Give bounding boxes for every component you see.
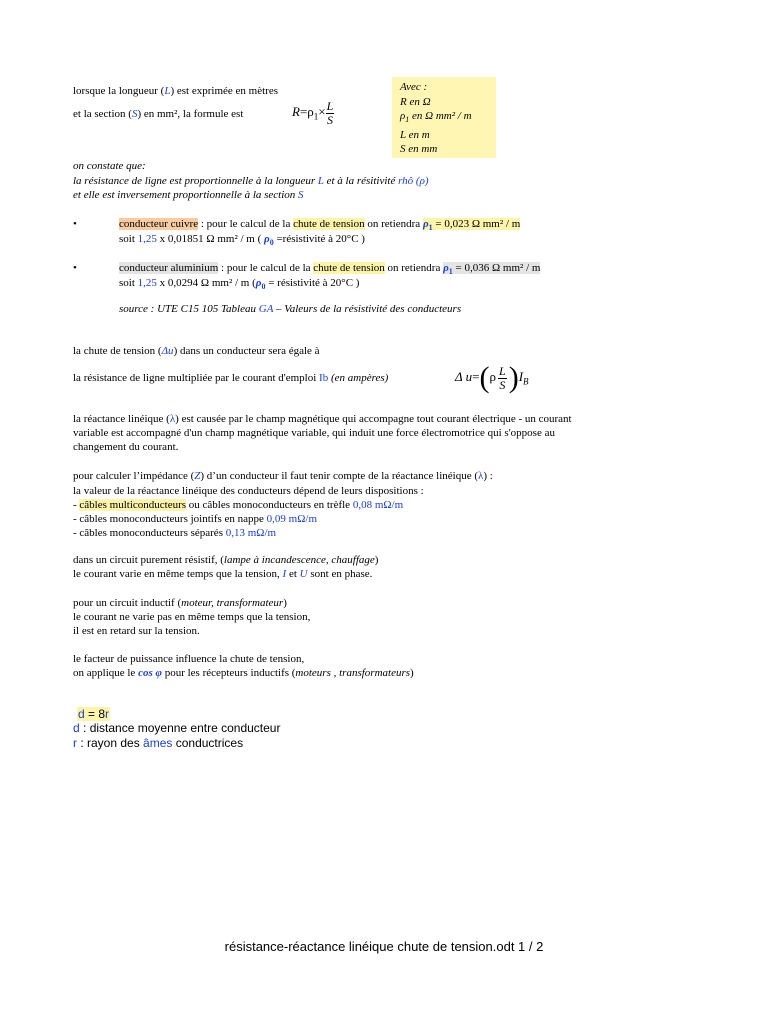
distance-line-d: d : distance moyenne entre conducteur bbox=[73, 721, 281, 735]
voltage-drop-formula: Δ u=(ρ $\frac{L}{S}$ )$I_B$ bbox=[455, 361, 529, 395]
aluminium-line-1: conducteur aluminium : pour le calcul de la chute de tension on retiendra $\rho_1 = 0,036$ Ω mm² / m bbox=[119, 262, 541, 277]
inductif-line-1: pour un circuit inductif (moteur, transformateur) bbox=[73, 597, 287, 609]
constate-line-2: la résistance de ligne est proportionnelle à la longueur L et à la résitivité rhô (ρ) bbox=[73, 175, 429, 187]
formula-fraction: $\frac{L}{S}$ bbox=[326, 98, 334, 127]
distance-line-r: r : rayon des âmes conductrices bbox=[73, 736, 244, 750]
source-line: source : UTE C15 105 Tableau GA – Valeurs de la résistivité des conducteurs bbox=[119, 303, 462, 315]
aluminium-line-2: soit 1,25 x 0,0294 Ω mm² / m ($\rho_0$ = résistivité à 20°C ) bbox=[119, 277, 360, 292]
impedance-line-2: la valeur de la réactance linéique des conducteurs dépend de leurs dispositions : bbox=[73, 485, 424, 497]
legend-box bbox=[392, 77, 496, 158]
facteur-line-1: le facteur de puissance influence la chute de tension, bbox=[73, 653, 305, 665]
constate-line-1: on constate que: bbox=[73, 160, 146, 172]
resistance-formula: $R=\rho_1\times$ $\frac{L}{S}$ bbox=[292, 98, 334, 127]
page-footer: résistance-réactance linéique chute de tension.odt 1 / 2 bbox=[224, 939, 544, 954]
inductif-line-3: il est en retard sur la tension. bbox=[73, 625, 200, 637]
legend-title: Avec : bbox=[400, 81, 428, 93]
bullet-mark: • bbox=[73, 262, 77, 274]
chute-line-1: la chute de tension (Δu) dans un conducteur sera égale à bbox=[73, 345, 320, 357]
impedance-line-4: - câbles monoconducteurs jointifs en nappe 0,09 mΩ/m bbox=[73, 513, 318, 525]
intro-line-1: lorsque la longueur (L) est exprimée en mètres bbox=[73, 85, 278, 97]
impedance-line-3: - câbles multiconducteurs ou câbles monoconducteurs en trèfle 0,08 mΩ/m bbox=[73, 499, 404, 511]
formula-fraction: $\frac{L}{S}$ bbox=[499, 363, 506, 392]
constate-line-3: et elle est inversement proportionnelle à la section S bbox=[73, 189, 304, 201]
resistif-line-2: le courant varie en même temps que la tension, I et U sont en phase. bbox=[73, 568, 373, 580]
resistif-line-1: dans un circuit purement résistif, (lampe à incandescence, chauffage) bbox=[73, 554, 379, 566]
legend-r: R en Ω bbox=[400, 95, 431, 108]
reactance-line-1: la réactance linéique (λ) est causée par le champ magnétique qui accompagne tout courant électrique - un courant bbox=[73, 413, 572, 425]
impedance-line-5: - câbles monoconducteurs séparés 0,13 mΩ/m bbox=[73, 527, 277, 539]
facteur-line-2: on applique le cos φ pour les récepteurs inductifs (moteurs , transformateurs) bbox=[73, 667, 414, 679]
aluminium-label: conducteur aluminium bbox=[119, 262, 219, 274]
reactance-line-3: changement du courant. bbox=[73, 441, 179, 453]
intro-line-2: et la section (S) en mm², la formule est bbox=[73, 108, 244, 120]
inductif-line-2: le courant ne varie pas en même temps que la tension, bbox=[73, 611, 311, 623]
bullet-mark: • bbox=[73, 218, 77, 230]
impedance-line-1: pour calculer l’impédance (Z) d’un conducteur il faut tenir compte de la réactance linéique (λ) : bbox=[73, 470, 493, 482]
legend-rho: $\rho_1$ en Ω mm² / m bbox=[400, 110, 472, 125]
reactance-line-2: variable est accompagné d'un champ magnétique variable, qui induit une force électromotrice qui s'oppose au bbox=[73, 427, 555, 439]
legend-s: S en mm bbox=[400, 143, 438, 156]
copper-line-1: conducteur cuivre : pour le calcul de la chute de tension on retiendra $\rho_1 = 0,023$ Ω mm² / m bbox=[119, 218, 521, 233]
copper-label: conducteur cuivre bbox=[119, 218, 199, 230]
distance-formula: d = 8r bbox=[78, 707, 110, 721]
chute-line-2: la résistance de ligne multipliée par le courant d'emploi Ib (en ampères) bbox=[73, 372, 389, 384]
legend-l: L en m bbox=[400, 128, 430, 141]
copper-line-2: soit 1,25 x 0,01851 Ω mm² / m ( $\rho_0$ =résistivité à 20°C ) bbox=[119, 233, 365, 248]
